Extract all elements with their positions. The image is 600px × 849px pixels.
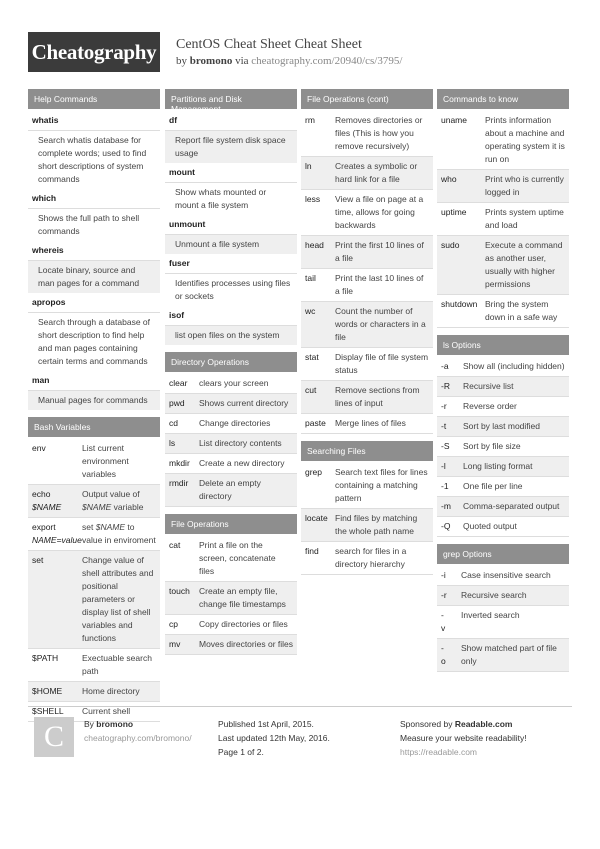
command-name: fuser — [165, 254, 297, 274]
section-ls-options — [437, 335, 569, 537]
option-description: Show all (including hidden) — [463, 361, 565, 371]
option-flag: -S — [441, 441, 450, 451]
command-name: cd — [169, 418, 178, 428]
table-row — [301, 157, 433, 190]
column-2 — [165, 89, 297, 662]
command-description: Show whats mounted or mount a file system — [165, 183, 297, 215]
command-description: Moves directories or files — [199, 639, 294, 649]
table-row — [437, 566, 569, 586]
section-commands-to-know — [437, 89, 569, 328]
table-row — [165, 434, 297, 454]
command-description: List directory contents — [199, 438, 282, 448]
option-flag: - o — [441, 643, 446, 666]
command-name: cut — [305, 385, 317, 395]
command-name: who — [441, 174, 457, 184]
section-file-operations — [165, 514, 297, 655]
option-description: Inverted search — [461, 610, 520, 620]
list-item — [165, 111, 297, 163]
command-name: less — [305, 194, 321, 204]
command-name: mkdir — [169, 458, 190, 468]
table-row — [165, 474, 297, 507]
list-item — [28, 241, 160, 293]
table-row — [437, 639, 569, 672]
command-description: search for files in a directory hierarchy — [335, 546, 407, 569]
section-header: ls Options — [437, 335, 569, 355]
table-row — [437, 457, 569, 477]
table-row — [301, 414, 433, 434]
variable-description: Change value of shell attributes and positional parameters or display list of shell variables and functions — [82, 555, 154, 643]
section-header: Help Commands — [28, 89, 160, 109]
option-description: Sort by file size — [463, 441, 521, 451]
table-row — [437, 497, 569, 517]
option-description: Show matched part of file only — [461, 643, 557, 666]
command-name: unmount — [165, 215, 297, 235]
table-row — [301, 542, 433, 575]
variable-description: set $NAME to value in enviroment — [82, 522, 156, 545]
list-item — [28, 371, 160, 410]
section-header: Bash Variables — [28, 417, 160, 437]
table-row — [301, 190, 433, 236]
variable-name: $PATH — [32, 653, 59, 663]
sponsor-url-link[interactable]: https://readable.com — [400, 747, 478, 757]
command-description: Delete an empty directory — [199, 478, 261, 501]
command-name: wc — [305, 306, 316, 316]
option-description: Recursive search — [461, 590, 527, 600]
command-description: Search through a database of short description to find help and man pages containing certain terms and commands — [28, 313, 160, 371]
option-description: Reverse order — [463, 401, 517, 411]
table-row — [437, 586, 569, 606]
table-row — [165, 582, 297, 615]
table-row — [165, 615, 297, 635]
command-name: rm — [305, 115, 315, 125]
command-name: apropos — [28, 293, 160, 313]
table-row — [437, 477, 569, 497]
table-row — [165, 536, 297, 582]
table-row — [28, 518, 160, 551]
command-name: ls — [169, 438, 176, 448]
command-name: mv — [169, 639, 181, 649]
command-name: stat — [305, 352, 319, 362]
list-item — [165, 254, 297, 306]
byline-via: via — [235, 55, 249, 67]
variable-description: Output value of $NAME variable — [82, 489, 144, 512]
footer-sponsor — [400, 717, 527, 759]
command-description: Manual pages for commands — [28, 391, 160, 410]
table-row — [437, 357, 569, 377]
option-flag: -Q — [441, 521, 451, 531]
table-row — [28, 682, 160, 702]
option-flag: -l — [441, 461, 446, 471]
command-description: Print the first 10 lines of a file — [335, 240, 424, 263]
command-description: Merge lines of files — [335, 418, 406, 428]
command-name: cp — [169, 619, 178, 629]
table-row — [165, 394, 297, 414]
command-name: whereis — [28, 241, 160, 261]
table-row — [437, 517, 569, 537]
table-row — [301, 509, 433, 542]
section-header: Partitions and Disk Management — [165, 89, 297, 109]
table-row — [437, 397, 569, 417]
table-row — [301, 463, 433, 509]
section-bash-variables — [28, 417, 160, 722]
list-item — [165, 163, 297, 215]
command-name: locate — [305, 513, 328, 523]
command-name: whatis — [28, 111, 160, 131]
table-row — [301, 269, 433, 302]
variable-description: Home directory — [82, 686, 140, 696]
table-row — [28, 439, 160, 485]
list-item — [28, 111, 160, 189]
command-description: Count the number of words or characters in a file — [335, 306, 426, 342]
table-row — [28, 485, 160, 518]
variable-description: Exectuable search path — [82, 653, 152, 676]
variable-name: $HOME — [32, 686, 63, 696]
command-description: Print the last 10 lines of a file — [335, 273, 424, 296]
command-description: Create an empty file, change file timestamps — [199, 586, 286, 609]
list-item — [165, 306, 297, 345]
command-description: Unmount a file system — [165, 235, 297, 254]
footer-dates — [218, 717, 330, 759]
byline-by: by — [176, 55, 187, 67]
table-row — [301, 111, 433, 157]
command-description: Prints information about a machine and operating system it is run on — [485, 115, 565, 164]
variable-name: export NAME=value — [32, 522, 82, 545]
command-name: cat — [169, 540, 181, 550]
option-description: Comma-separated output — [463, 501, 560, 511]
author-avatar[interactable]: C — [34, 717, 74, 757]
option-flag: -m — [441, 501, 451, 511]
command-description: Display file of file system status — [335, 352, 429, 375]
list-item — [28, 189, 160, 241]
variable-name: echo $NAME — [32, 489, 62, 512]
table-row — [301, 348, 433, 381]
command-name: touch — [169, 586, 190, 596]
option-flag: -a — [441, 361, 449, 371]
table-row — [437, 295, 569, 328]
column-4 — [437, 89, 569, 679]
variable-name: env — [32, 443, 46, 453]
command-name: clear — [169, 378, 188, 388]
list-item — [28, 293, 160, 371]
list-item — [165, 215, 297, 254]
command-description: Report file system disk space usage — [165, 131, 297, 163]
option-description: Quoted output — [463, 521, 517, 531]
updated-date: Last updated 12th May, 2016. — [218, 733, 330, 743]
option-flag: -i — [441, 570, 446, 580]
footer — [28, 706, 572, 757]
table-row — [301, 236, 433, 269]
table-row — [437, 170, 569, 203]
section-file-operations-cont — [301, 89, 433, 434]
command-description: Search whatis database for complete words; used to find short descriptions of system commands — [28, 131, 160, 189]
command-name: isof — [165, 306, 297, 326]
option-description: Recursive list — [463, 381, 514, 391]
help-list — [28, 111, 160, 410]
command-name: find — [305, 546, 319, 556]
command-name: rmdir — [169, 478, 189, 488]
command-description: Search text files for lines containing a matching pattern — [335, 467, 428, 503]
table-row — [165, 635, 297, 655]
command-description: Shows current directory — [199, 398, 289, 408]
section-partitions — [165, 89, 297, 345]
author-link[interactable]: bromono — [189, 55, 233, 67]
section-header: Commands to know — [437, 89, 569, 109]
page-number: Page 1 of 2. — [218, 747, 264, 757]
option-description: Case insensitive search — [461, 570, 551, 580]
published-date: Published 1st April, 2015. — [218, 719, 314, 729]
variable-name: $SHELL — [32, 706, 64, 716]
variable-name: set — [32, 555, 44, 565]
command-name: ln — [305, 161, 312, 171]
section-header: File Operations — [165, 514, 297, 534]
table-row — [437, 417, 569, 437]
column-3 — [301, 89, 433, 582]
command-description: Print who is currently logged in — [485, 174, 564, 197]
sponsor-tagline: Measure your website readability! — [400, 733, 527, 743]
page-title: CentOS Cheat Sheet Cheat Sheet — [176, 37, 362, 52]
command-description: Creates a symbolic or hard link for a file — [335, 161, 418, 184]
table-row — [301, 381, 433, 414]
command-description: Removes directories or files (This is how you remove recursively) — [335, 115, 423, 151]
option-flag: -r — [441, 401, 447, 411]
command-name: pwd — [169, 398, 185, 408]
footer-author-link[interactable]: bromono — [96, 719, 134, 729]
option-flag: -t — [441, 421, 447, 431]
command-description: Bring the system down in a safe way — [485, 299, 558, 322]
option-flag: -r — [441, 590, 447, 600]
footer-by: By — [84, 719, 94, 729]
command-description: clears your screen — [199, 378, 269, 388]
option-description: Long listing format — [463, 461, 533, 471]
table-row — [437, 236, 569, 295]
command-name: shutdown — [441, 299, 478, 309]
cheatography-logo[interactable]: Cheatography — [28, 32, 160, 72]
command-description: View a file on page at a time, allows for going backwards — [335, 194, 424, 230]
command-name: head — [305, 240, 324, 250]
table-row — [28, 649, 160, 682]
table-row — [165, 454, 297, 474]
section-header: grep Options — [437, 544, 569, 564]
table-row — [301, 302, 433, 348]
table-row — [437, 606, 569, 639]
table-row — [437, 437, 569, 457]
section-help-commands — [28, 89, 160, 410]
command-name: paste — [305, 418, 326, 428]
sponsor-label: Sponsored by — [400, 719, 453, 729]
table-row — [28, 551, 160, 649]
footer-author — [84, 717, 192, 745]
table-row — [165, 414, 297, 434]
table-row — [437, 203, 569, 236]
section-header: Searching Files — [301, 441, 433, 461]
command-description: Change directories — [199, 418, 271, 428]
command-description: Remove sections from lines of input — [335, 385, 420, 408]
table-row — [437, 111, 569, 170]
byline — [176, 55, 402, 67]
command-description: Create a new directory — [199, 458, 285, 468]
option-flag: -R — [441, 381, 450, 391]
sheet-url-link[interactable]: cheatography.com/20940/cs/3795/ — [251, 55, 403, 67]
command-name: sudo — [441, 240, 460, 250]
section-searching-files — [301, 441, 433, 575]
command-description: Locate binary, source and man pages for a command — [28, 261, 160, 293]
section-directory-operations — [165, 352, 297, 507]
command-name: grep — [305, 467, 323, 477]
table-row — [165, 374, 297, 394]
command-name: uptime — [441, 207, 467, 217]
command-description: Find files by matching the whole path name — [335, 513, 418, 536]
column-1 — [28, 89, 160, 729]
section-grep-options — [437, 544, 569, 672]
command-description: Print a file on the screen, concatenate files — [199, 540, 276, 576]
command-description: Execute a command as another user, usually with higher permissions — [485, 240, 563, 289]
sponsor-link[interactable]: Readable.com — [454, 719, 513, 729]
section-header: Directory Operations — [165, 352, 297, 372]
command-description: Copy directories or files — [199, 619, 288, 629]
command-name: uname — [441, 115, 467, 125]
command-name: df — [165, 111, 297, 131]
command-name: which — [28, 189, 160, 209]
command-description: Identifies processes using files or sockets — [165, 274, 297, 306]
command-description: Prints system uptime and load — [485, 207, 564, 230]
option-flag: -1 — [441, 481, 449, 491]
table-row — [437, 377, 569, 397]
command-name: mount — [165, 163, 297, 183]
section-header: File Operations (cont) — [301, 89, 433, 109]
command-description: Shows the full path to shell commands — [28, 209, 160, 241]
option-description: One file per line — [463, 481, 523, 491]
variable-description: Current shell — [82, 706, 131, 716]
option-description: Sort by last modified — [463, 421, 541, 431]
option-flag: - v — [441, 610, 446, 633]
author-profile-link[interactable]: cheatography.com/bromono/ — [84, 733, 192, 743]
variable-description: List current environment variables — [82, 443, 129, 479]
command-description: list open files on the system — [165, 326, 297, 345]
command-name: man — [28, 371, 160, 391]
command-name: tail — [305, 273, 316, 283]
